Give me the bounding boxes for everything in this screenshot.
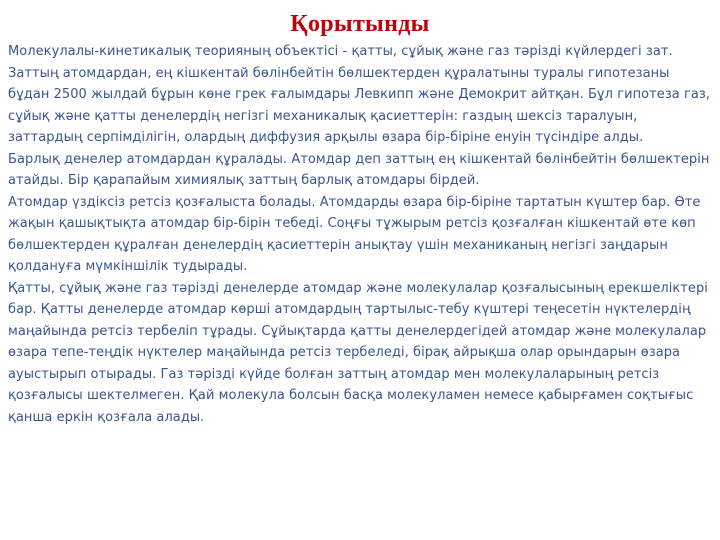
paragraph-bodies-made-of-atoms: Барлық денелер атомдардан құралады. Атомдар деп заттың ең кішкентай бөлінбейтін бөлшектерін атайды. Бір қарапайым химиялық заттың барлық атомдары бірдей. <box>8 151 710 188</box>
paragraph-states-of-matter: Қатты, сұйық және газ тәрізді денелерде атомдар және молекулалар қозғалысының ерекшеліктері бар. Қатты денелерде атомдар көрші атомдардың тартылыс-тебу күштері теңесетін нүктелердің маңайында ретсіз тербеліп тұрады. Сұйықтарда қатты денелердегідей атомдар және молекулалар өзара тепе-теңдік нүктелер маңайында ретсіз тербеледі, бірақ айрықша олар орындарын өзара ауыстырып отырады. Газ тәрізді күйде болған заттың атомдар мен молекулаларының ретсіз қозғалысы шектелмеген. Қай молекула болсын басқа молекуламен немесе қабырғамен соқтығыс қанша еркін қозғала алады. <box>8 280 708 425</box>
slide-body <box>8 41 712 428</box>
paragraph-atomic-motion: Атомдар үздіксіз ретсіз қозғалыста болады. Атомдарды өзара бір-біріне тартатын күштер бар. Өте жақын қашықтықта атомдар бір-бірін тебеді. Соңғы тұжырым ретсіз қозғалған кішкентай өте көп бөлшектерден құралған денелердің қасиеттерін анықтау үшін механиканың негізгі заңдарын қолдануға мүмкіншілік тудырады. <box>8 194 701 274</box>
paragraph-atomic-hypothesis: Заттың атомдардан, ең кішкентай бөлінбейтін бөлшектерден құралатыны туралы гипотезаны бұдан 2500 жылдай бұрын көне грек ғалымдары Левкипп және Демокрит айтқан. Бұл гипотеза газ, сұйық және қатты денелердің негізгі механикалық қасиеттерін: газдың шексіз таралуын, заттардың серпімділігін, олардың диффузия арқылы өзара бір-біріне енуін түсіндіре алды. <box>8 65 711 145</box>
slide-title: Қорытынды <box>290 11 430 37</box>
paragraph-object-of-theory: Молекулалы-кинетикалық теорияның объектісі - қатты, сұйық және газ тәрізді күйлердегі зат. <box>8 44 673 59</box>
